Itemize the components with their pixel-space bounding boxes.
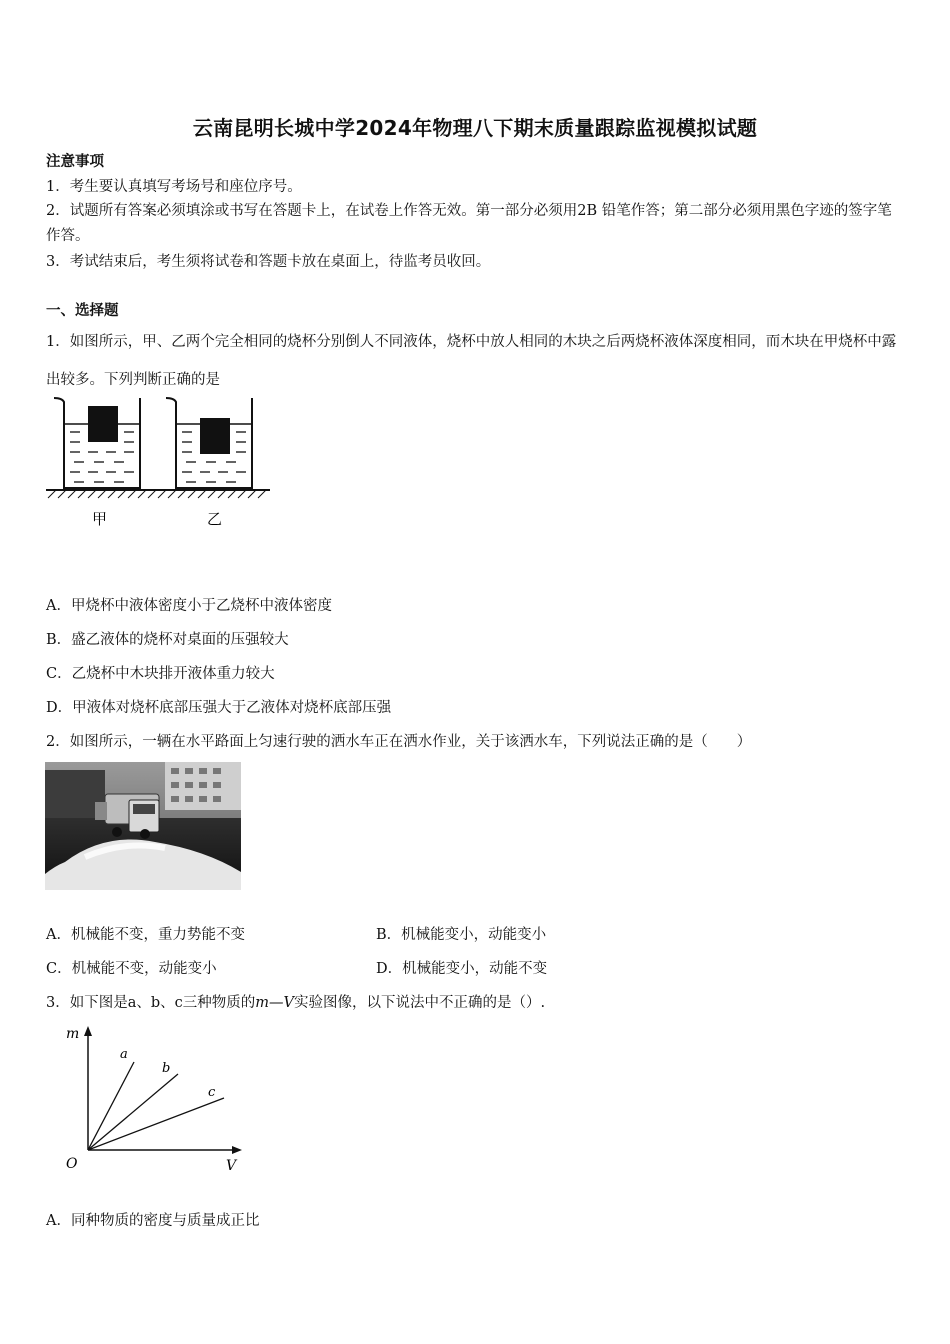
q1-option-a: A．甲烧杯中液体密度小于乙烧杯中液体密度 xyxy=(46,598,332,614)
v-axis-label: V xyxy=(226,1158,237,1174)
section-heading: 一、选择题 xyxy=(46,302,119,319)
label-yi: 乙 xyxy=(207,510,223,528)
m-axis-arrow xyxy=(84,1026,92,1036)
q3-stem-post: 实验图像，以下说法中不正确的是（）. xyxy=(294,995,546,1011)
notice-item-2: 2．试题所有答案必须填涂或书写在答题卡上，在试卷上作答无效。第一部分必须用2B 铅笔作答；第二部分必须用黑色字迹的签字笔作答。 xyxy=(46,203,892,244)
label-jia: 甲 xyxy=(92,510,108,528)
wood-block-jia xyxy=(88,406,118,442)
line-b xyxy=(88,1074,178,1150)
line-c-label: c xyxy=(208,1085,216,1100)
q3-stem-pre: 3．如下图是a、b、c三种物质的 xyxy=(46,995,256,1011)
q2-option-c: C．机械能不变，动能变小 xyxy=(46,961,217,977)
q1-beakers-figure xyxy=(44,392,274,532)
q1-option-b: B．盛乙液体的烧杯对桌面的压强较大 xyxy=(46,632,289,648)
page-title: 云南昆明长城中学2024年物理八下期末质量跟踪监视模拟试题 xyxy=(192,116,758,140)
line-a-label: a xyxy=(120,1047,128,1062)
q1-option-c: C．乙烧杯中木块排开液体重力较大 xyxy=(46,666,275,682)
q3-m-v-graph xyxy=(60,1022,250,1174)
q1-option-d: D．甲液体对烧杯底部压强大于乙液体对烧杯底部压强 xyxy=(46,700,392,716)
q2-stem: 2．如图所示，一辆在水平路面上匀速行驶的洒水车正在洒水作业，关于该洒水车，下列说法正确的是（ ） xyxy=(46,734,752,750)
notice-item-1: 1．考生要认真填写考场号和座位序号。 xyxy=(46,179,302,195)
q2-option-b: B．机械能变小，动能变小 xyxy=(376,927,547,943)
notice-heading: 注意事项 xyxy=(46,153,104,170)
q3-stem-mv: m—V xyxy=(255,995,295,1011)
q1-stem: 1．如图所示，甲、乙两个完全相同的烧杯分别倒人不同液体，烧杯中放人相同的木块之后两烧杯液体深度相同，而木块在甲烧杯中露出较多。下列判断正确的是 xyxy=(46,334,897,388)
line-a xyxy=(88,1062,134,1150)
q2-sprinkler-truck-photo xyxy=(45,762,241,890)
v-axis-arrow xyxy=(232,1146,242,1154)
line-b-label: b xyxy=(162,1061,171,1076)
notice-item-3: 3．考试结束后，考生须将试卷和答题卡放在桌面上，待监考员收回。 xyxy=(46,254,491,270)
line-c xyxy=(88,1098,224,1150)
beaker-jia xyxy=(54,398,140,488)
wood-block-yi xyxy=(200,418,230,454)
q3-stem xyxy=(46,993,545,1013)
origin-label: O xyxy=(66,1156,78,1172)
q2-option-a: A．机械能不变，重力势能不变 xyxy=(46,927,245,943)
q3-option-a: A．同种物质的密度与质量成正比 xyxy=(46,1213,260,1229)
q2-option-d: D．机械能变小，动能不变 xyxy=(376,961,548,977)
beaker-yi xyxy=(166,398,252,488)
m-axis-label: m xyxy=(66,1026,80,1042)
